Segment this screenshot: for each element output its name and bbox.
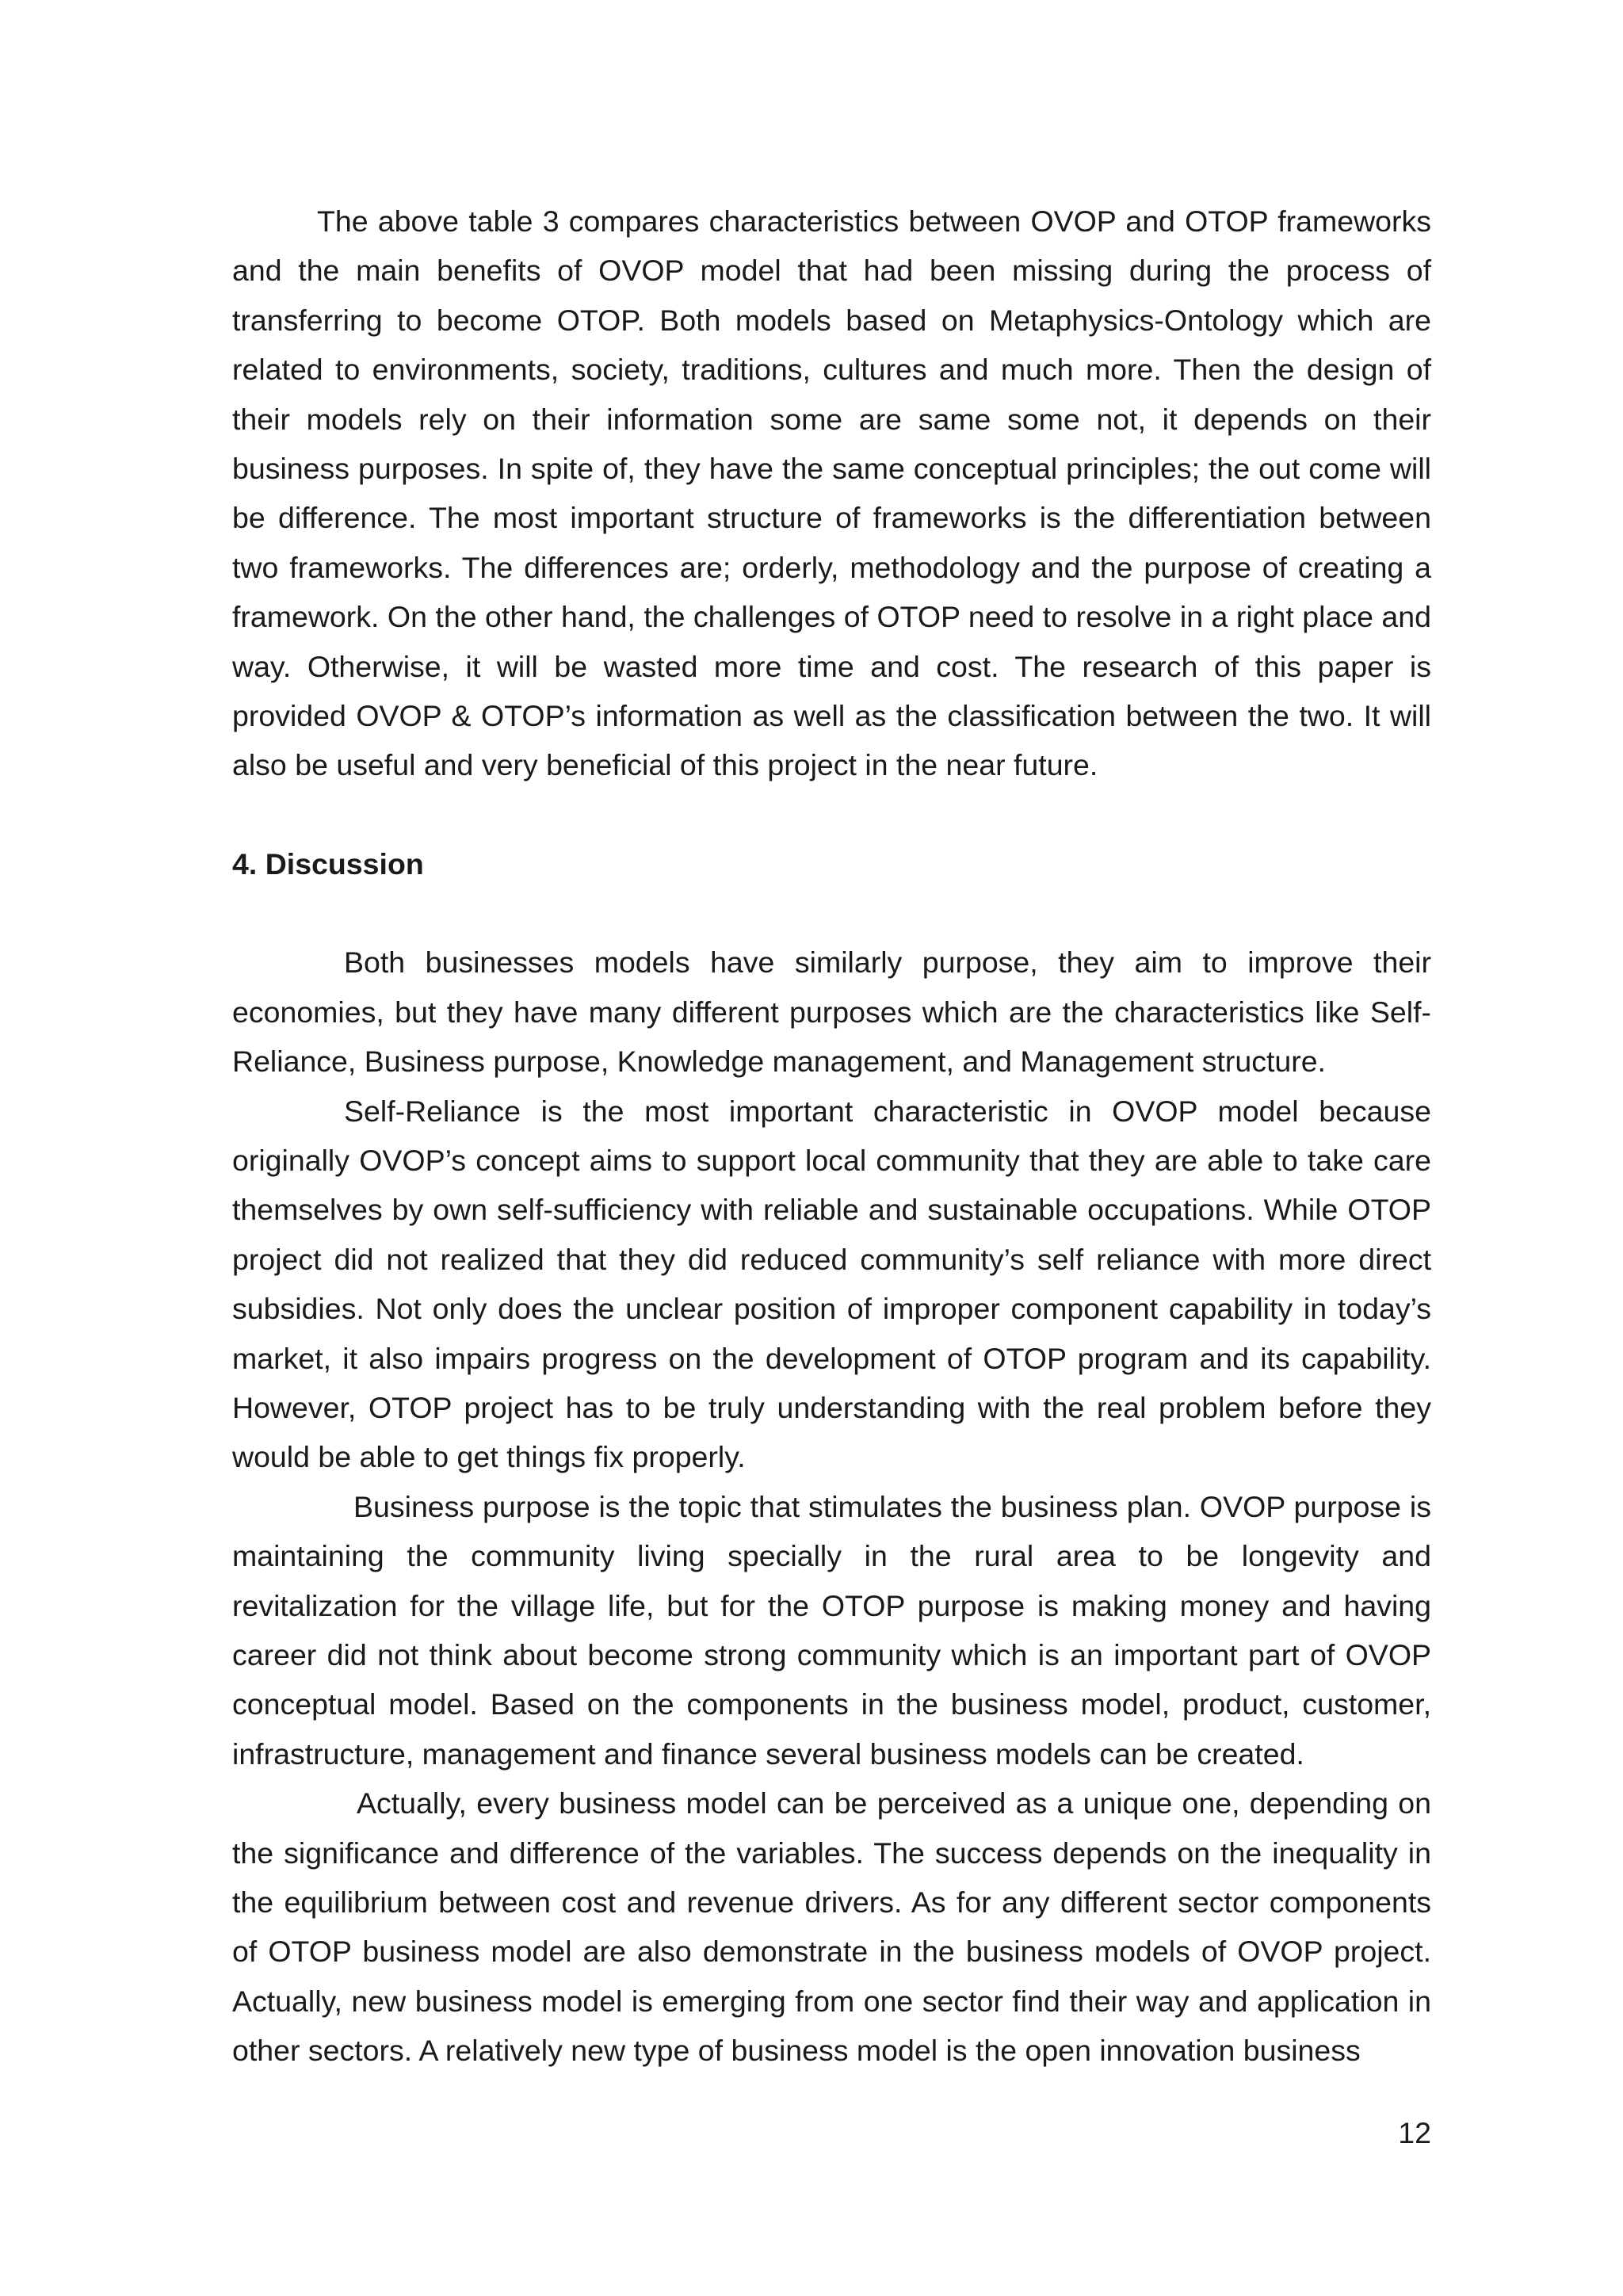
- section-heading-discussion: 4. Discussion: [232, 846, 424, 881]
- page-body: [232, 197, 1431, 2076]
- paragraph-business-purpose: Business purpose is the topic that stimulates the business plan. OVOP purpose is maintaining the community living specially in the rural area to be longevity and revitalization for the village life, but for the OTOP purpose is making money and having career did not think about become strong community which is an important part of OVOP conceptual model. Based on the components in the business model, product, customer, infrastructure, management and finance several business models can be created.: [232, 1489, 1431, 1771]
- paragraph-discussion-purpose: Both businesses models have similarly purpose, they aim to improve their economies, but they have many different purposes which are the characteristics like Self-Reliance, Business purpose, Knowledge management, and Management structure.: [232, 946, 1431, 1079]
- paragraph-table-comparison: The above table 3 compares characteristics between OVOP and OTOP frameworks and the main benefits of OVOP model that had been missing during the process of transferring to become OTOP. Both models based on Metaphysics-Ontology which are related to environments, society, traditions, cultures and much more. Then the design of their models rely on their information some are same some not, it depends on their business purposes. In spite of, they have the same conceptual principles; the out come will be difference. The most important structure of frameworks is the differentiation between two frameworks. The differences are; orderly, methodology and the purpose of creating a framework. On the other hand, the challenges of OTOP need to resolve in a right place and way. Otherwise, it will be wasted more time and cost. The research of this paper is provided OVOP & OTOP’s information as well as the classification between the two. It will also be useful and very beneficial of this project in the near future.: [232, 204, 1431, 782]
- paragraph-self-reliance: Self-Reliance is the most important characteristic in OVOP model because originally OVOP’s concept aims to support local community that they are able to take care themselves by own self-sufficiency with reliable and sustainable occupations. While OTOP project did not realized that they did reduced community’s self reliance with more direct subsidies. Not only does the unclear position of improper component capability in today’s market, it also impairs progress on the development of OTOP program and its capability. However, OTOP project has to be truly understanding with the real problem before they would be able to get things fix properly.: [232, 1094, 1431, 1474]
- page-number: 12: [1398, 2116, 1431, 2149]
- paragraph-business-model: Actually, every business model can be perceived as a unique one, depending on the significance and difference of the variables. The success depends on the inequality in the equilibrium between cost and revenue drivers. As for any different sector components of OTOP business model are also demonstrate in the business models of OVOP project. Actually, new business model is emerging from one sector find their way and application in other sectors. A relatively new type of business model is the open innovation business: [232, 1786, 1431, 2068]
